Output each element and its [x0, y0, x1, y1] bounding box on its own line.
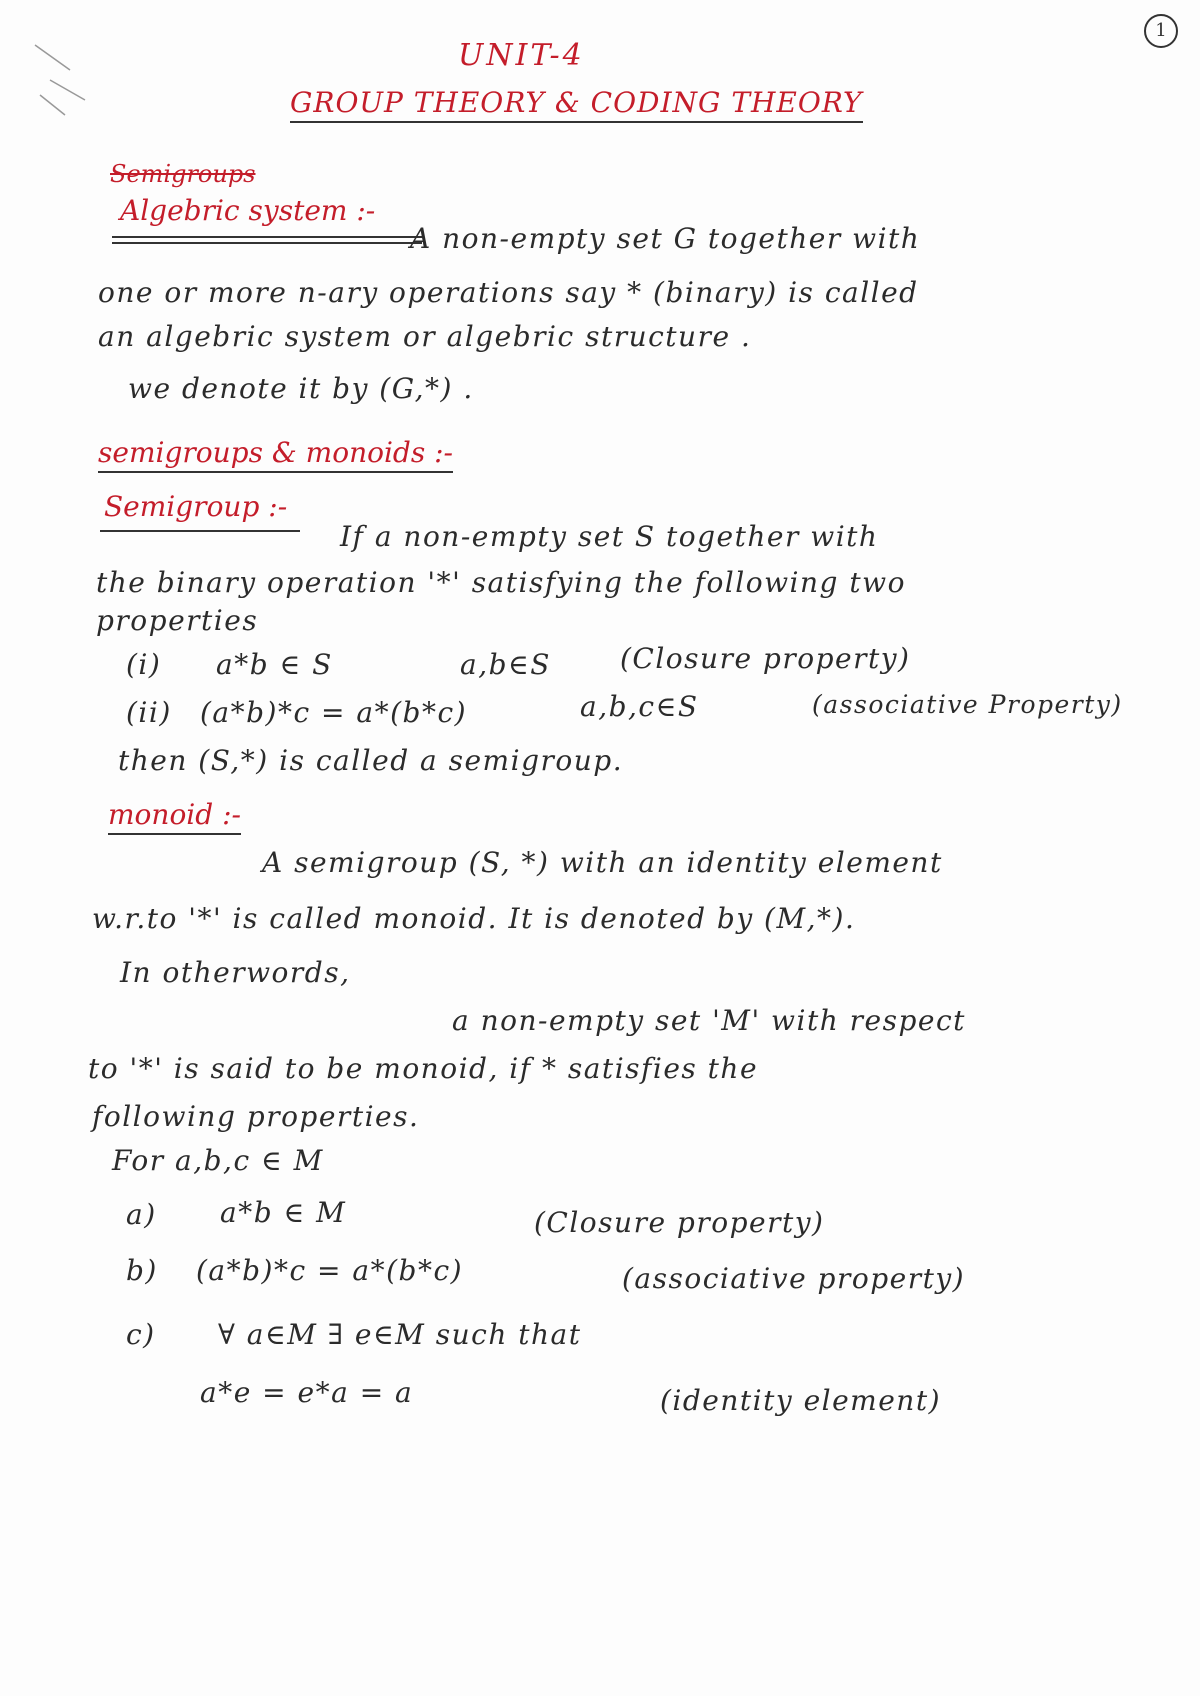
margin-scribble [30, 40, 100, 120]
monoid-prop-a-name: (Closure property) [534, 1206, 825, 1239]
page-number: 1 [1144, 14, 1178, 48]
semigroup-def-line-1: If a non-empty set S together with [340, 520, 879, 553]
monoid-identity-formula: a*e = e*a = a [200, 1376, 414, 1409]
struck-heading: Semigroups [110, 160, 256, 188]
monoid-prop-b-label: b) [126, 1254, 158, 1287]
monoid-def-line-4: a non-empty set 'M' with respect [452, 1004, 966, 1037]
monoid-prop-b-formula: (a*b)*c = a*(b*c) [196, 1254, 464, 1287]
unit-title: UNIT-4 [458, 38, 585, 73]
semigroup-prop-1-label: (i) [126, 648, 162, 681]
semigroup-heading: Semigroup :- [104, 490, 288, 523]
algebraic-def-line-1: A non-empty set G together with [410, 222, 921, 255]
semigroup-prop-2-name: (associative Property) [812, 690, 1123, 719]
algebraic-system-heading: Algebric system :- [120, 194, 376, 227]
monoid-heading: monoid :- [108, 798, 241, 835]
algebraic-def-line-4: we denote it by (G,*) . [128, 372, 474, 405]
semigroup-def-line-3: properties [96, 604, 259, 637]
monoid-prop-c-label: c) [126, 1318, 156, 1351]
monoid-prop-c-formula: ∀ a∈M ∃ e∈M such that [218, 1318, 582, 1351]
algebraic-def-line-2: one or more n-ary operations say * (binary) is called [98, 276, 919, 309]
semigroups-monoids-heading: semigroups & monoids :- [98, 436, 453, 473]
monoid-for-all: For a,b,c ∈ M [112, 1144, 324, 1177]
algebraic-def-line-3: an algebric system or algebric structure . [98, 320, 752, 353]
semigroup-conclusion: then (S,*) is called a semigroup. [118, 744, 624, 777]
semigroup-underline [100, 530, 300, 532]
monoid-def-line-2: w.r.to '*' is called monoid. It is denoted by (M,*). [92, 902, 856, 935]
subject-title: GROUP THEORY & CODING THEORY [290, 86, 863, 123]
monoid-def-line-3: In otherwords, [120, 956, 351, 989]
monoid-def-line-6: following properties. [92, 1100, 420, 1133]
monoid-prop-a-label: a) [126, 1198, 157, 1231]
semigroup-prop-1-name: (Closure property) [620, 642, 911, 675]
semigroup-def-line-2: the binary operation '*' satisfying the following two [96, 566, 906, 599]
heading-underline [112, 236, 422, 238]
monoid-prop-a-formula: a*b ∈ M [220, 1196, 347, 1229]
heading-underline-2 [112, 242, 422, 244]
monoid-identity-name: (identity element) [660, 1384, 942, 1417]
monoid-prop-b-name: (associative property) [622, 1262, 966, 1295]
semigroup-prop-2-condition: a,b,c∈S [580, 690, 699, 723]
semigroup-prop-2-label: (ii) [126, 696, 172, 729]
semigroup-prop-1-formula: a*b ∈ S [216, 648, 333, 681]
monoid-def-line-1: A semigroup (S, *) with an identity element [262, 846, 943, 879]
monoid-def-line-5: to '*' is said to be monoid, if * satisfies the [88, 1052, 759, 1085]
semigroup-prop-1-condition: a,b∈S [460, 648, 551, 681]
semigroup-prop-2-formula: (a*b)*c = a*(b*c) [200, 696, 468, 729]
